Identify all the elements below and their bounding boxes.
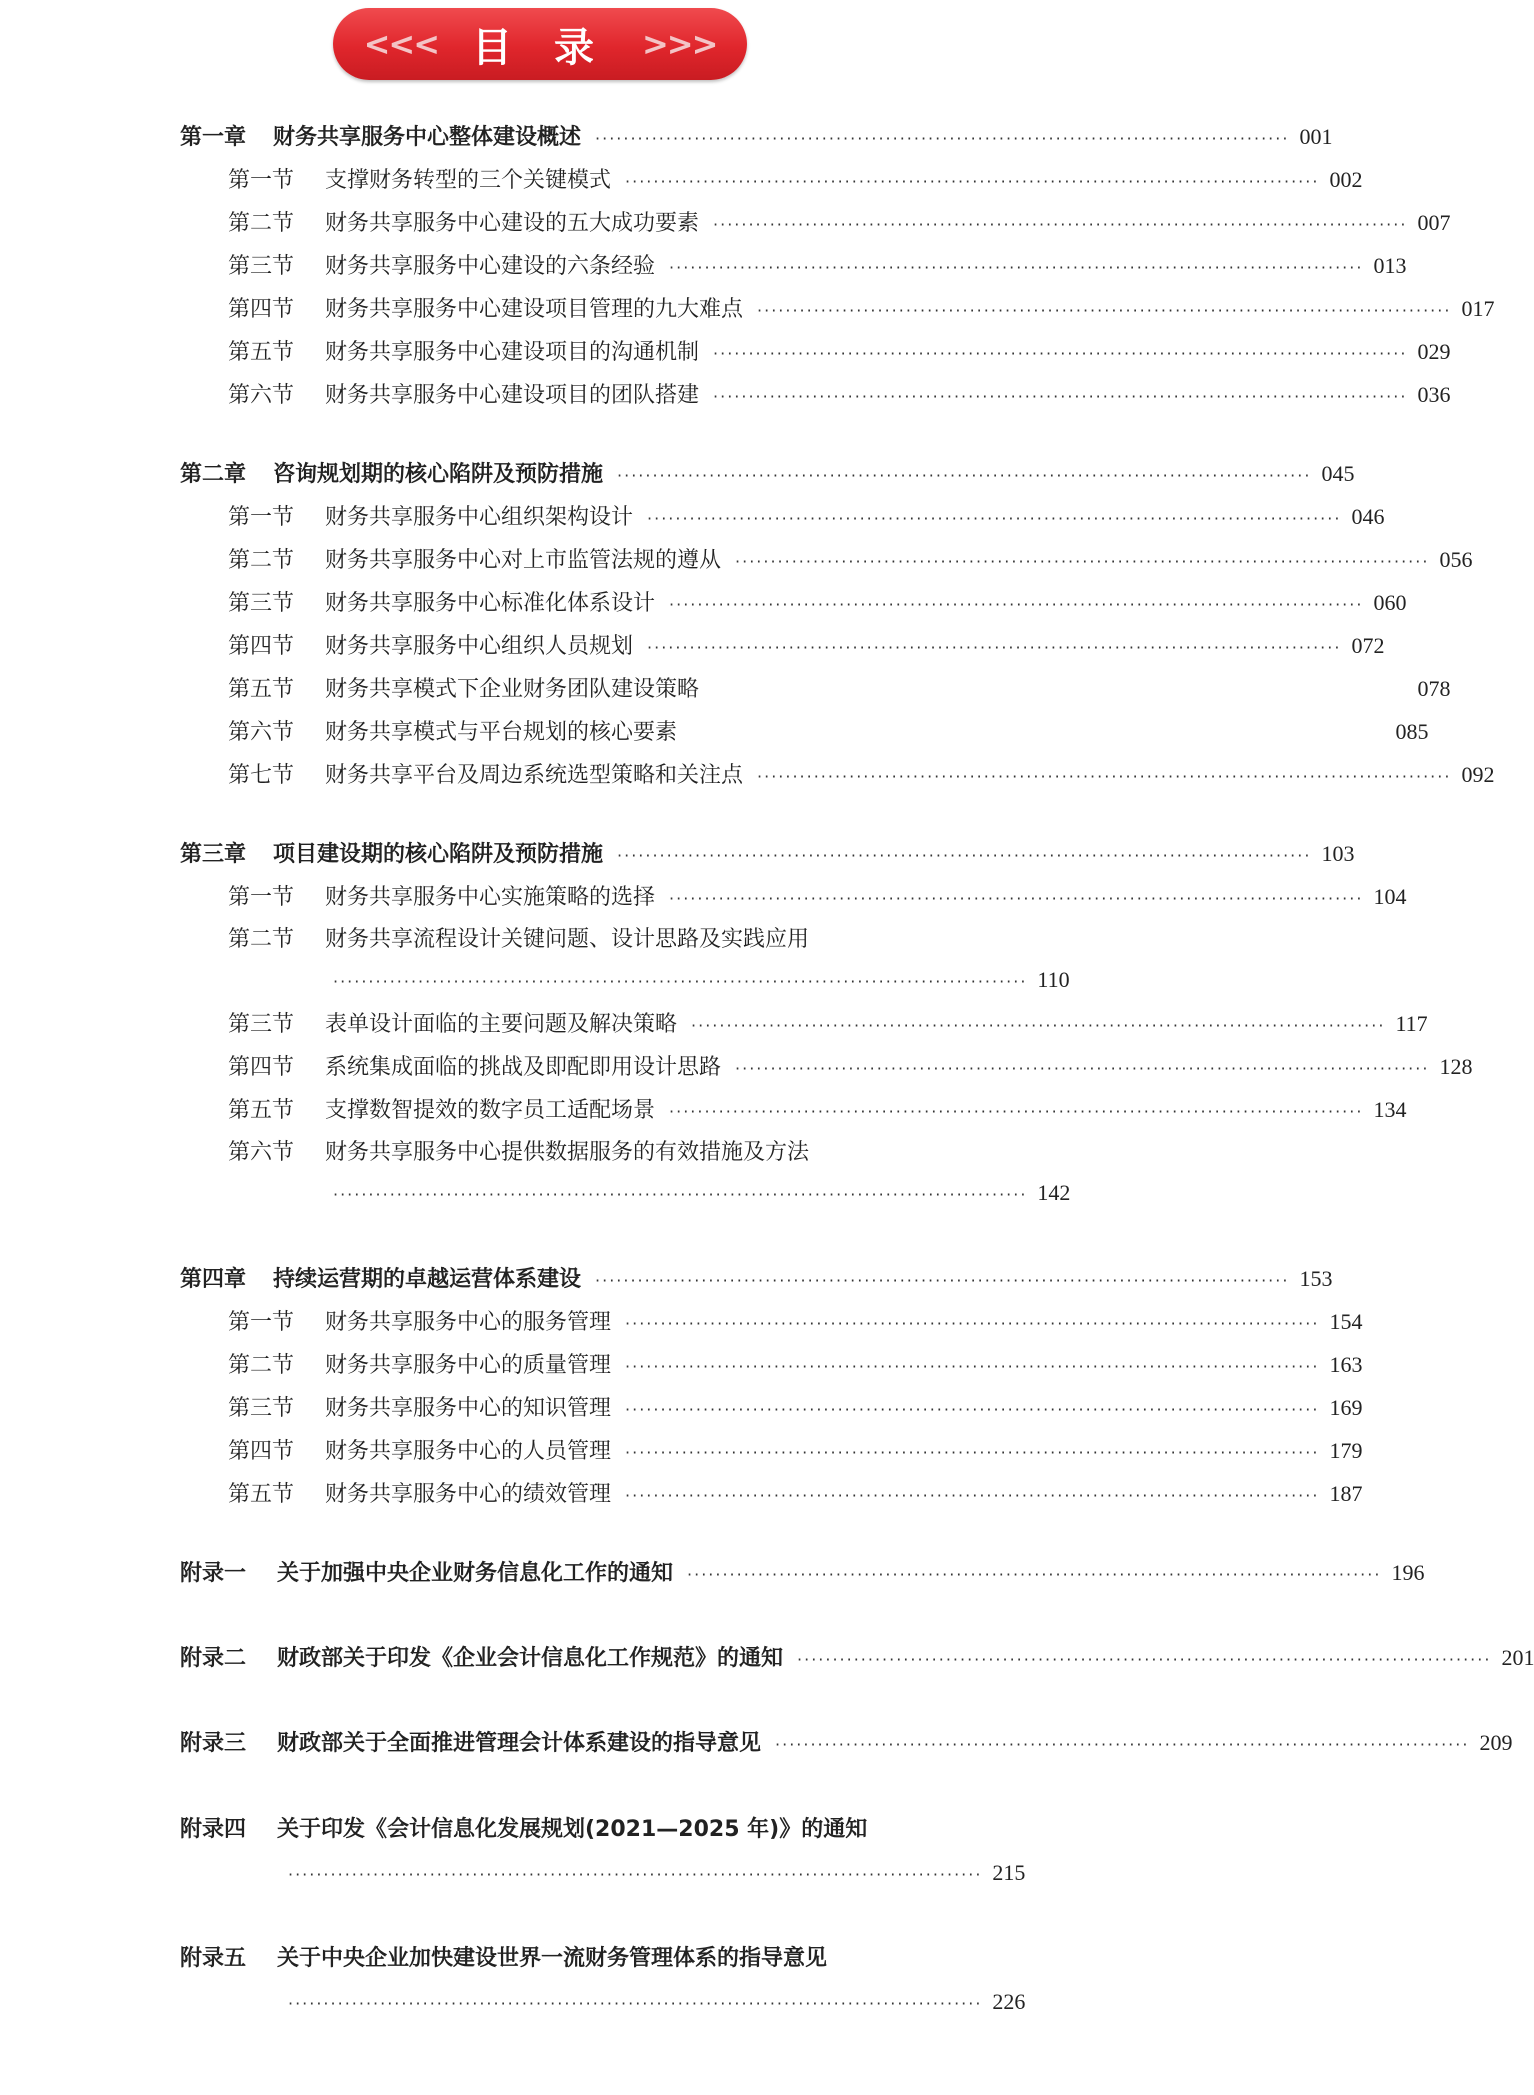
section-title: 财务共享服务中心建设的六条经验 <box>325 254 656 279</box>
chapter-title: 咨询规划期的核心陷阱及预防措施 <box>273 462 604 487</box>
toc-entry-section[interactable] <box>228 1436 1363 1468</box>
page-number: 056 <box>1439 547 1473 572</box>
section-title: 财务共享服务中心的质量管理 <box>325 1353 612 1378</box>
page-number: 209 <box>1479 1730 1513 1755</box>
toc-entry-chapter-1[interactable] <box>180 122 1333 154</box>
toc-entry-continuation[interactable] <box>333 1178 1071 1210</box>
leader-dots: ·································································································· <box>669 1102 1364 1121</box>
section-title: 财务共享平台及周边系统选型策略和关注点 <box>325 763 744 788</box>
page-number: 001 <box>1299 124 1333 149</box>
toc-entry-section[interactable] <box>228 1393 1363 1425</box>
section-label: 第一节 <box>228 168 295 193</box>
page-number: 226 <box>992 1989 1026 2014</box>
toc-entry-appendix-4[interactable] <box>180 1815 920 1845</box>
toc-entry-chapter-4[interactable] <box>180 1264 1333 1296</box>
leader-dots: ·································································································· <box>713 215 1408 234</box>
leader-dots: ·································································································· <box>669 595 1364 614</box>
section-label: 第四节 <box>228 634 295 659</box>
page-number: 104 <box>1373 884 1407 909</box>
section-title: 支撑数智提效的数字员工适配场景 <box>325 1098 656 1123</box>
section-title: 财务共享服务中心建设的五大成功要素 <box>325 211 700 236</box>
appendix-title: 关于中央企业加快建设世界一流财务管理体系的指导意见 <box>277 1946 828 1971</box>
leader-dots: ·································································································· <box>647 509 1342 528</box>
toc-entry-chapter-3[interactable] <box>180 839 1355 871</box>
page-number: 179 <box>1329 1438 1363 1463</box>
toc-entry-section[interactable] <box>228 208 1451 240</box>
section-label: 第四节 <box>228 1439 295 1464</box>
section-label: 第一节 <box>228 1310 295 1335</box>
toc-entry-continuation[interactable] <box>333 965 1070 997</box>
page-number: 085 <box>1395 719 1429 744</box>
section-title: 财务共享服务中心组织架构设计 <box>325 505 634 530</box>
page-number: 110 <box>1037 967 1070 992</box>
page-number: 007 <box>1417 210 1451 235</box>
leader-dots: ·································································································· <box>625 1443 1320 1462</box>
leader-dots: ·································································································· <box>625 1314 1320 1333</box>
leader-dots: ·································································································· <box>735 1059 1430 1078</box>
section-label: 第六节 <box>228 720 295 745</box>
section-label: 第五节 <box>228 1098 295 1123</box>
section-label: 第五节 <box>228 677 295 702</box>
page-number: 029 <box>1417 339 1451 364</box>
toc-entry-section-wrapped[interactable] <box>228 925 920 955</box>
toc-entry-section[interactable] <box>228 1009 1428 1041</box>
leader-dots: ·································································································· <box>775 1735 1470 1754</box>
leader-dots: ·································································································· <box>288 1865 983 1884</box>
appendix-label: 附录五 <box>180 1946 247 1971</box>
page-number: 078 <box>1417 676 1451 701</box>
section-label: 第二节 <box>228 1353 295 1378</box>
page-number: 046 <box>1351 504 1385 529</box>
page-number: 013 <box>1373 253 1407 278</box>
page-number: 142 <box>1037 1180 1071 1205</box>
toc-entry-section[interactable] <box>228 294 1495 326</box>
leader-dots: ·································································································· <box>757 767 1452 786</box>
leader-dots: ·································································································· <box>595 1271 1290 1290</box>
leader-dots: ·································································································· <box>669 889 1364 908</box>
leader-dots: ·································································································· <box>713 387 1408 406</box>
section-label: 第七节 <box>228 763 295 788</box>
leader-dots: ·································································································· <box>625 1400 1320 1419</box>
section-label: 第一节 <box>228 505 295 530</box>
toc-entry-section[interactable] <box>228 545 1473 577</box>
section-label: 第六节 <box>228 383 295 408</box>
leader-dots: ·································································································· <box>757 301 1452 320</box>
leader-dots: ·································································································· <box>595 129 1290 148</box>
page-number: 215 <box>992 1860 1026 1885</box>
page-number: 154 <box>1329 1309 1363 1334</box>
appendix-title: 关于加强中央企业财务信息化工作的通知 <box>277 1561 674 1586</box>
appendix-label: 附录四 <box>180 1817 247 1842</box>
appendix-title: 财政部关于印发《企业会计信息化工作规范》的通知 <box>277 1646 784 1671</box>
section-title: 财务共享服务中心提供数据服务的有效措施及方法 <box>325 1140 810 1165</box>
page-number: 017 <box>1461 296 1495 321</box>
section-title: 表单设计面临的主要问题及解决策略 <box>325 1012 678 1037</box>
page-number: 072 <box>1351 633 1385 658</box>
toc-header-banner <box>333 8 747 80</box>
section-label: 第二节 <box>228 548 295 573</box>
page-number: 163 <box>1329 1352 1363 1377</box>
leader-dots: ·································································································· <box>617 466 1312 485</box>
toc-entry-section[interactable] <box>228 165 1363 197</box>
page-number: 045 <box>1321 461 1355 486</box>
section-title: 财务共享服务中心的绩效管理 <box>325 1482 612 1507</box>
section-label: 第一节 <box>228 885 295 910</box>
page-number: 201 <box>1501 1645 1534 1670</box>
toc-entry-section[interactable] <box>228 337 1451 369</box>
toc-entry-section[interactable] <box>228 1307 1363 1339</box>
toc-entry-section[interactable] <box>228 588 1407 620</box>
toc-entry-section[interactable] <box>228 882 1407 914</box>
toc-entry-appendix-1[interactable] <box>180 1558 1425 1590</box>
toc-entry-section[interactable] <box>228 760 1495 792</box>
chapter-title: 财务共享服务中心整体建设概述 <box>273 125 582 150</box>
leader-dots: ·································································································· <box>625 1486 1320 1505</box>
page-number: 169 <box>1329 1395 1363 1420</box>
section-title: 财务共享流程设计关键问题、设计思路及实践应用 <box>325 927 810 952</box>
leader-dots: ·································································································· <box>687 1565 1382 1584</box>
section-title: 支撑财务转型的三个关键模式 <box>325 168 612 193</box>
toc-entry-appendix-5[interactable] <box>180 1944 920 1974</box>
section-label: 第六节 <box>228 1140 295 1165</box>
section-title: 财务共享服务中心的知识管理 <box>325 1396 612 1421</box>
section-label: 第二节 <box>228 927 295 952</box>
toc-entry-section[interactable] <box>228 1052 1473 1084</box>
leader-dots: ·································································································· <box>333 972 1028 991</box>
appendix-title: 财政部关于全面推进管理会计体系建设的指导意见 <box>277 1731 762 1756</box>
page-number: 153 <box>1299 1266 1333 1291</box>
page-number: 103 <box>1321 841 1355 866</box>
section-title: 财务共享模式下企业财务团队建设策略 <box>325 677 700 702</box>
section-label: 第五节 <box>228 340 295 365</box>
leader-dots: ·································································································· <box>333 1185 1028 1204</box>
toc-entry-section[interactable] <box>228 1095 1407 1127</box>
toc-entry-section[interactable] <box>228 380 1451 412</box>
appendix-title: 关于印发《会计信息化发展规划(2021—2025 年)》的通知 <box>277 1817 868 1842</box>
leader-dots: ·································································································· <box>625 172 1320 191</box>
toc-entry-section[interactable] <box>228 674 1451 706</box>
section-title: 财务共享服务中心的人员管理 <box>325 1439 612 1464</box>
toc-entry-section[interactable] <box>228 502 1385 534</box>
page-number: 196 <box>1391 1560 1425 1585</box>
section-title: 财务共享服务中心建设项目的沟通机制 <box>325 340 700 365</box>
section-label: 第三节 <box>228 254 295 279</box>
leader-dots: ·································································································· <box>617 846 1312 865</box>
leader-dots: ·································································································· <box>669 258 1364 277</box>
section-title: 财务共享服务中心对上市监管法规的遵从 <box>325 548 722 573</box>
left-arrows-decoration: <<< <box>363 25 439 63</box>
toc-entry-continuation[interactable] <box>288 1987 1026 2019</box>
leader-dots: ·································································································· <box>797 1650 1492 1669</box>
page-number: 128 <box>1439 1054 1473 1079</box>
leader-dots: ·································································································· <box>625 1357 1320 1376</box>
toc-entry-section[interactable] <box>228 631 1385 663</box>
page-number: 134 <box>1373 1097 1407 1122</box>
section-label: 第五节 <box>228 1482 295 1507</box>
chapter-label: 第四章 <box>180 1267 247 1292</box>
toc-entry-section[interactable] <box>228 717 1429 749</box>
chapter-label: 第二章 <box>180 462 247 487</box>
leader-dots: ·································································································· <box>691 1016 1386 1035</box>
section-label: 第三节 <box>228 1012 295 1037</box>
section-title: 财务共享服务中心标准化体系设计 <box>325 591 656 616</box>
right-arrows-decoration: >>> <box>641 25 717 63</box>
section-title: 财务共享服务中心的服务管理 <box>325 1310 612 1335</box>
toc-entry-section-wrapped[interactable] <box>228 1138 920 1168</box>
section-title: 系统集成面临的挑战及即配即用设计思路 <box>325 1055 722 1080</box>
chapter-label: 第三章 <box>180 842 247 867</box>
chapter-label: 第一章 <box>180 125 247 150</box>
leader-dots: ·································································································· <box>647 638 1342 657</box>
page-number: 002 <box>1329 167 1363 192</box>
section-title: 财务共享服务中心实施策略的选择 <box>325 885 656 910</box>
page-number: 092 <box>1461 762 1495 787</box>
section-label: 第三节 <box>228 591 295 616</box>
section-label: 第四节 <box>228 297 295 322</box>
chapter-title: 项目建设期的核心陷阱及预防措施 <box>273 842 604 867</box>
page-number: 060 <box>1373 590 1407 615</box>
section-label: 第四节 <box>228 1055 295 1080</box>
leader-dots: ·································································································· <box>288 1994 983 2013</box>
page-number: 187 <box>1329 1481 1363 1506</box>
section-title: 财务共享服务中心建设项目管理的九大难点 <box>325 297 744 322</box>
appendix-label: 附录一 <box>180 1561 247 1586</box>
page-number: 036 <box>1417 382 1451 407</box>
toc-entry-section[interactable] <box>228 251 1407 283</box>
toc-entry-section[interactable] <box>228 1350 1363 1382</box>
toc-entry-appendix-2[interactable] <box>180 1643 1534 1675</box>
appendix-label: 附录三 <box>180 1731 247 1756</box>
page-number: 117 <box>1395 1011 1428 1036</box>
section-title: 财务共享服务中心建设项目的团队搭建 <box>325 383 700 408</box>
section-label: 第二节 <box>228 211 295 236</box>
leader-dots: ·································································································· <box>735 552 1430 571</box>
toc-entry-continuation[interactable] <box>288 1858 1026 1890</box>
toc-entry-appendix-3[interactable] <box>180 1728 1513 1760</box>
section-title: 财务共享服务中心组织人员规划 <box>325 634 634 659</box>
leader-dots: ·································································································· <box>713 344 1408 363</box>
chapter-title: 持续运营期的卓越运营体系建设 <box>273 1267 582 1292</box>
toc-entry-chapter-2[interactable] <box>180 459 1355 491</box>
toc-entry-section[interactable] <box>228 1479 1363 1511</box>
section-label: 第三节 <box>228 1396 295 1421</box>
appendix-label: 附录二 <box>180 1646 247 1671</box>
toc-title: 目 录 <box>472 24 608 71</box>
section-title: 财务共享模式与平台规划的核心要素 <box>325 720 678 745</box>
